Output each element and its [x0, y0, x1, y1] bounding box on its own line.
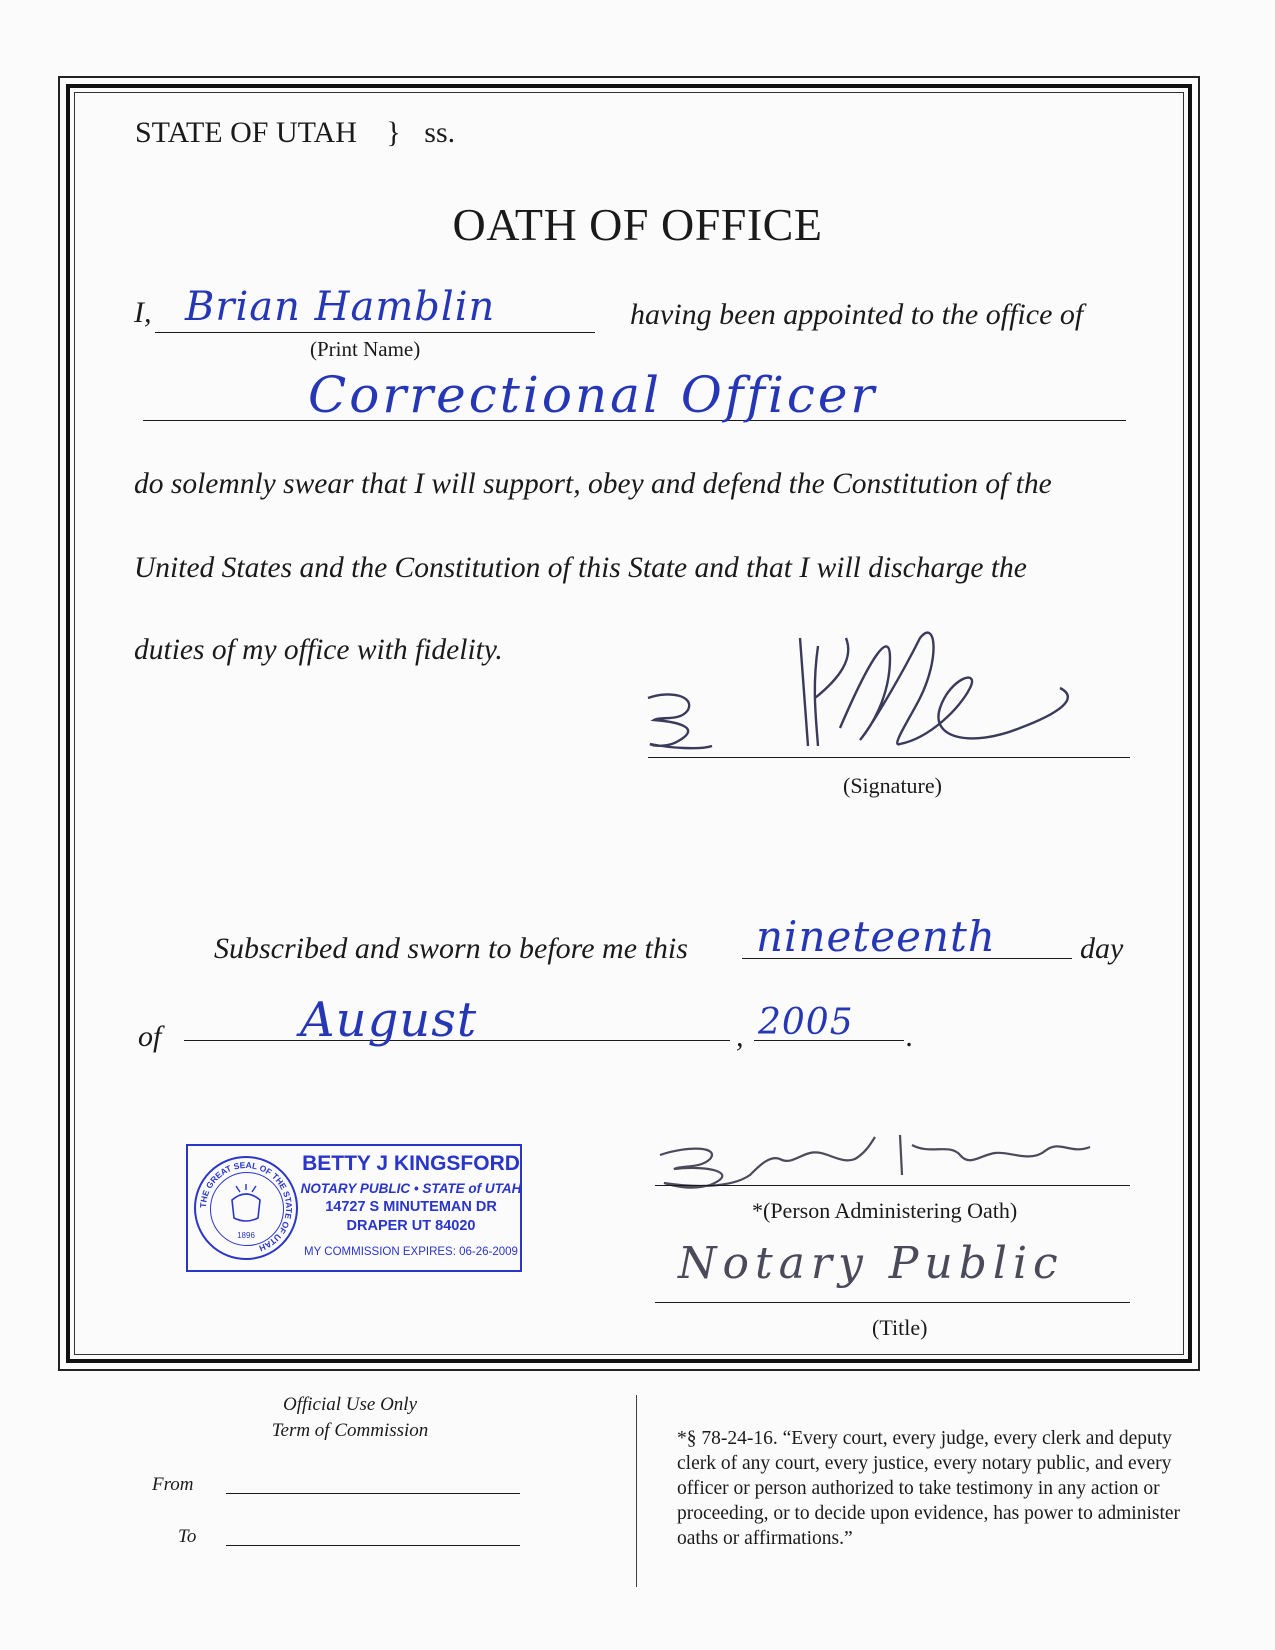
- notary-stamp: [186, 1144, 522, 1272]
- appointed-text: having been appointed to the office of: [630, 298, 1084, 331]
- stamp-line-1: NOTARY PUBLIC • STATE of UTAH: [300, 1181, 522, 1196]
- year-handwritten: 2005: [758, 1002, 854, 1043]
- venue-line: [135, 116, 455, 150]
- title-underline: [655, 1302, 1130, 1303]
- of-word: of: [138, 1020, 162, 1053]
- period: .: [906, 1020, 914, 1053]
- oath-body-line-2: United States and the Constitution of this State and that I will discharge the: [134, 552, 1027, 584]
- term-of-commission-heading: Term of Commission: [271, 1420, 429, 1441]
- signature-caption: (Signature): [843, 773, 942, 798]
- oath-body-line-1: do solemnly swear that I will support, obey and defend the Constitution of the: [134, 468, 1052, 500]
- to-label: To: [178, 1526, 197, 1547]
- title-caption: (Title): [872, 1315, 928, 1340]
- official-use-block: [220, 1392, 480, 1444]
- state-seal-icon: [194, 1156, 298, 1260]
- stamp-line-2: 14727 S MINUTEMAN DR: [325, 1199, 497, 1215]
- oath-pronoun: I,: [134, 296, 152, 329]
- footer-divider: [636, 1395, 637, 1587]
- venue-ss: ss.: [424, 116, 456, 149]
- name-underline: [155, 332, 595, 333]
- title-handwritten: Notary Public: [678, 1238, 1064, 1289]
- stamp-name: BETTY J KINGSFORD: [302, 1152, 520, 1175]
- venue-brace: }: [386, 116, 401, 149]
- administrator-underline: [655, 1185, 1130, 1186]
- document-title: OATH OF OFFICE: [452, 199, 823, 250]
- from-underline: [226, 1493, 520, 1494]
- month-handwritten: August: [300, 992, 478, 1048]
- to-underline: [226, 1545, 520, 1546]
- seal-ring-text: THE GREAT SEAL OF THE STATE OF UTAH: [197, 1159, 295, 1254]
- day-handwritten: nineteenth: [756, 912, 996, 961]
- office-handwritten: Correctional Officer: [308, 366, 878, 424]
- officer-signature: [640, 618, 1090, 758]
- official-use-heading: Official Use Only: [282, 1394, 418, 1415]
- subscribed-text: Subscribed and sworn to before me this: [214, 932, 688, 965]
- signature-underline: [648, 757, 1130, 758]
- name-handwritten: Brian Hamblin: [185, 284, 496, 330]
- svg-text:THE GREAT SEAL OF THE STATE OF: [198, 1160, 294, 1254]
- from-label: From: [152, 1474, 194, 1495]
- administrator-caption: *(Person Administering Oath): [752, 1198, 1018, 1223]
- stamp-line-3: DRAPER UT 84020: [346, 1218, 476, 1234]
- day-word: day: [1080, 932, 1124, 965]
- venue-state: STATE OF UTAH: [135, 116, 357, 149]
- name-caption: (Print Name): [310, 337, 421, 361]
- statute-footnote: *§ 78-24-16. “Every court, every judge, every clerk and deputy clerk of any court, every justice, every notary public, and every officer or person authorized to take testimony in any action or proceeding, or to decide upon evidence, has power to administer oaths or affirmations.”: [677, 1428, 1181, 1549]
- oath-body-line-3: duties of my office with fidelity.: [134, 634, 503, 666]
- comma: ,: [736, 1020, 744, 1053]
- stamp-line-4: MY COMMISSION EXPIRES: 06-26-2009: [304, 1246, 518, 1258]
- seal-year: 1896: [237, 1231, 255, 1240]
